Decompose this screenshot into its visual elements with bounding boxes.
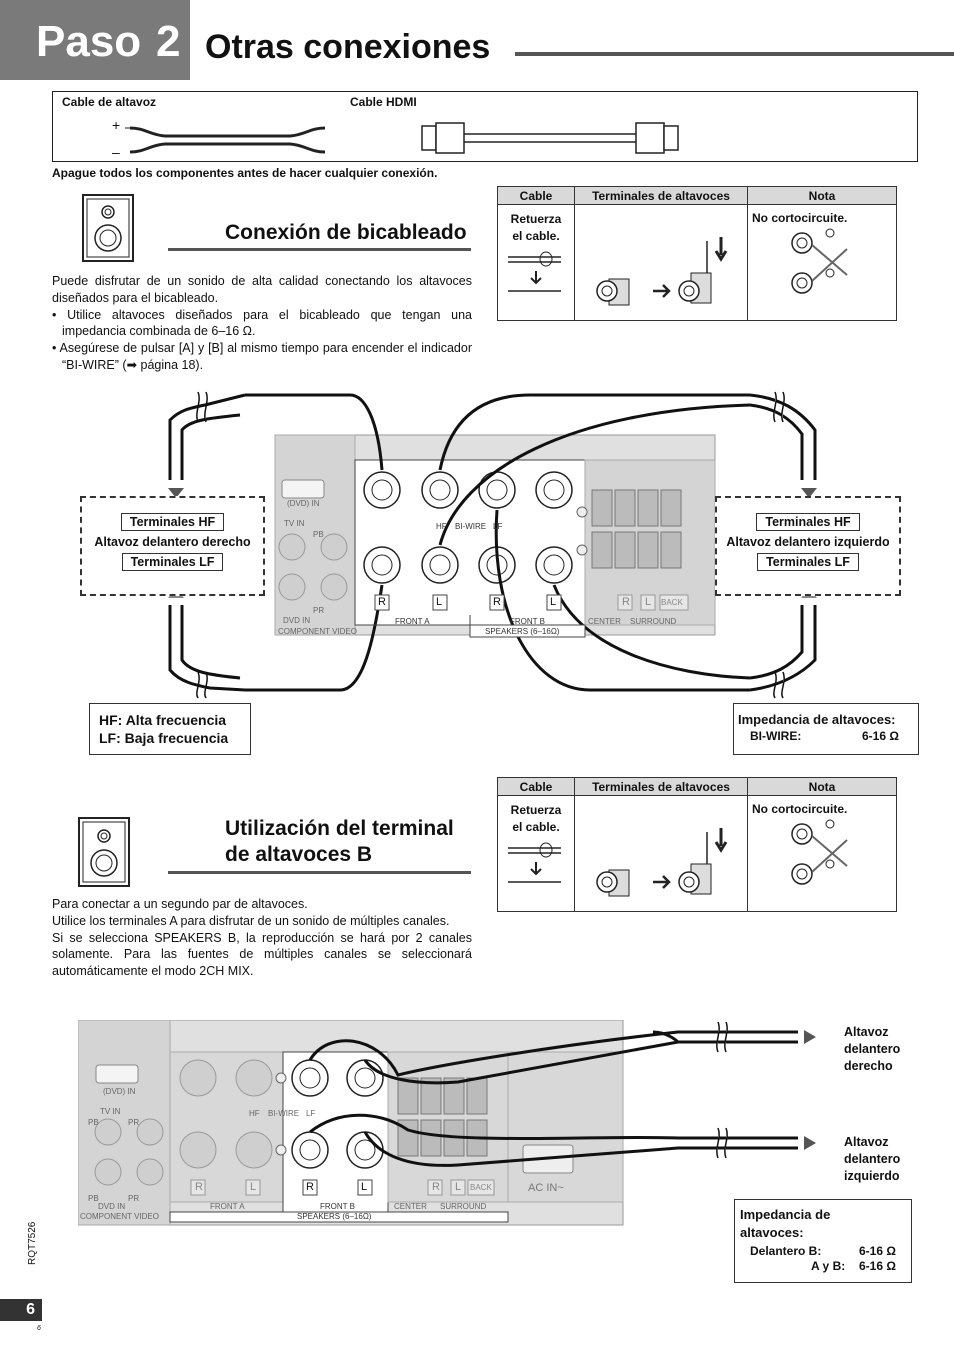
left-speaker-box: [715, 496, 901, 596]
panel2-r-c: R: [432, 1181, 440, 1193]
biwire-intro: Puede disfrutar de un sonido de alta calidad conectando los altavoces diseñados para el bicableado.: [52, 274, 472, 305]
panel-pr: PR: [313, 606, 325, 615]
panel2-surround: SURROUND: [440, 1202, 487, 1211]
legend-lf: LF: Baja frecuencia: [99, 730, 229, 746]
panel-hf: HF: [436, 522, 447, 531]
panel-front-a: FRONT A: [395, 617, 430, 626]
panel-tv-in: TV IN: [284, 519, 305, 528]
panel-back: BACK: [661, 598, 683, 607]
impedance-box-1: [733, 703, 919, 755]
right-speaker-label-2: Altavoz delantero derecho: [844, 1025, 901, 1073]
terminal-procedure-icon-2: [579, 802, 743, 902]
panel-speakers: SPEAKERS (6–16Ω): [485, 627, 560, 636]
panel2-l-a: L: [250, 1181, 257, 1193]
biwire-rule: [168, 248, 471, 251]
panel2-l-b: L: [361, 1181, 368, 1193]
speaker-cable-illustration: [125, 120, 335, 160]
panel2-tv-in: TV IN: [100, 1107, 121, 1116]
panel-l-1: L: [436, 596, 443, 608]
twist-cable-icon-2: [506, 836, 566, 888]
biwire-bullet-1: • Utilice altavoces diseñados para el bicableado que tengan una impedancia combinada de 6–16 Ω.: [52, 307, 472, 339]
twist-cable-icon: [506, 245, 566, 297]
hdmi-cable-label: Cable HDMI: [350, 95, 417, 109]
panel2-hf: HF: [249, 1109, 260, 1118]
panel-component-video: COMPONENT VIDEO: [278, 627, 357, 636]
biwire-bullet-2: • Asegúrese de pulsar [A] y [B] al mismo tiempo para encender el indicador “BI-WIRE” (➡ página 18).: [52, 341, 472, 372]
terminal-procedure-icon: [579, 211, 743, 311]
legend-hf: HF: Alta frecuencia: [99, 712, 227, 728]
panel2-front-b: FRONT B: [320, 1202, 355, 1211]
panel2-speakers: SPEAKERS (6–16Ω): [297, 1212, 372, 1221]
header-cable: Cable: [498, 187, 575, 205]
short-circuit-warning-icon: [752, 225, 892, 305]
panel2-back: BACK: [470, 1183, 492, 1192]
impedance-row-a-y-b: A y B: 6-16 Ω: [811, 1259, 896, 1273]
note-cell-2: [748, 796, 897, 912]
page-title: Otras conexiones: [205, 28, 491, 66]
panel-dvd-in-2: DVD IN: [283, 616, 311, 625]
hdmi-cable-illustration: [420, 120, 682, 156]
speaker-cable-label: Cable de altavoz: [62, 95, 157, 109]
step-label: Paso: [36, 17, 142, 66]
panel2-lf: LF: [306, 1109, 316, 1118]
connection-table-2: [497, 777, 897, 912]
panel2-ac-in: AC IN~: [528, 1182, 564, 1194]
panel-r-2: R: [493, 596, 501, 608]
panel2-biwire: BI-WIRE: [268, 1109, 300, 1118]
panel-l-2: L: [550, 596, 557, 608]
left-speaker-label-2: Altavoz delantero izquierdo: [844, 1135, 901, 1183]
note-text: No cortocircuite.: [752, 211, 848, 225]
terminals-cell-2: [575, 796, 748, 912]
panel-r-1: R: [378, 596, 386, 608]
short-circuit-warning-icon-2: [752, 816, 892, 896]
panel2-pr: PR: [128, 1118, 140, 1127]
impedance-title-1: Impedancia de altavoces:: [738, 712, 896, 727]
panel2-l-c: L: [455, 1181, 462, 1193]
title-rule: [515, 52, 954, 56]
panel2-component-video: COMPONENT VIDEO: [80, 1212, 159, 1221]
panel-dvd-in: (DVD) IN: [287, 499, 320, 508]
right-lf-label: Terminales LF: [122, 553, 224, 571]
panel2-pr-2: PR: [128, 1194, 140, 1203]
impedance-title-2: Impedancia de altavoces:: [740, 1207, 831, 1240]
panel2-pb: PB: [88, 1118, 99, 1127]
right-hf-label: Terminales HF: [121, 513, 224, 531]
biwire-description: [52, 273, 472, 374]
note-text-2: No cortocircuite.: [752, 802, 848, 816]
speaker-icon-2: [78, 817, 130, 887]
left-speaker-label: Altavoz delantero izquierdo: [726, 535, 890, 549]
right-speaker-label: Altavoz delantero derecho: [94, 535, 251, 549]
frequency-legend: [89, 703, 251, 755]
speaker-b-rule: [168, 871, 471, 874]
panel-surround: SURROUND: [630, 617, 677, 626]
minus-sign: –: [112, 144, 120, 160]
panel-biwire: BI-WIRE: [455, 522, 487, 531]
header-note-2: Nota: [748, 778, 897, 796]
panel2-center: CENTER: [394, 1202, 427, 1211]
panel2-dvd-in-2: DVD IN: [98, 1202, 126, 1211]
impedance-row-biwire: BI-WIRE: 6-16 Ω: [750, 729, 899, 743]
left-hf-label: Terminales HF: [756, 513, 859, 531]
speaker-b-heading: Utilización del terminal de altavoces B: [225, 817, 454, 866]
speaker-b-text-1: Para conectar a un segundo par de altavoces.: [52, 897, 308, 911]
panel-r-3: R: [622, 596, 630, 608]
panel2-r-a: R: [195, 1181, 203, 1193]
panel-l-3: L: [645, 596, 652, 608]
small-page-number: 6: [37, 1325, 41, 1332]
panel2-pb-2: PB: [88, 1194, 99, 1203]
header-note: Nota: [748, 187, 897, 205]
speaker-b-text-2: Utilice los terminales A para disfrutar de un sonido de múltiples canales.: [52, 913, 450, 928]
step-number: 2: [156, 17, 181, 66]
panel-center: CENTER: [588, 617, 621, 626]
cable-cell: Retuerza el cable.: [498, 205, 575, 321]
connection-table-1: [497, 186, 897, 321]
speaker-b-text-3: Si se selecciona SPEAKERS B, la reproducción se hará por 2 canales solamente. Para las fuentes de múltiples canales se seleccionará automáticamente el modo 2CH MIX.: [52, 930, 472, 979]
warning-text: Apague todos los componentes antes de hacer cualquier conexión.: [52, 166, 438, 180]
left-lf-label: Terminales LF: [757, 553, 859, 571]
header-terminals-2: Terminales de altavoces: [575, 778, 748, 796]
note-cell: [748, 205, 897, 321]
impedance-row-front-b: Delantero B: 6-16 Ω: [750, 1244, 896, 1258]
panel-pb: PB: [313, 530, 324, 539]
panel2-front-a: FRONT A: [210, 1202, 245, 1211]
speaker-b-description: [52, 896, 472, 980]
plus-sign: +: [112, 117, 121, 133]
document-code: RQT7526: [27, 1221, 38, 1265]
panel2-r-b: R: [306, 1181, 314, 1193]
panel-front-b: FRONT B: [510, 617, 545, 626]
biwire-heading: Conexión de bicableado: [225, 221, 467, 244]
impedance-box-2: [734, 1199, 912, 1283]
panel2-dvd-in: (DVD) IN: [103, 1087, 136, 1096]
terminals-cell: [575, 205, 748, 321]
speaker-icon: [82, 194, 134, 262]
header-cable-2: Cable: [498, 778, 575, 796]
header-terminals: Terminales de altavoces: [575, 187, 748, 205]
right-speaker-box: [80, 496, 265, 596]
page-number: 6: [0, 1299, 42, 1321]
cable-cell-2: Retuerza el cable.: [498, 796, 575, 912]
panel-lf: LF: [493, 522, 503, 531]
